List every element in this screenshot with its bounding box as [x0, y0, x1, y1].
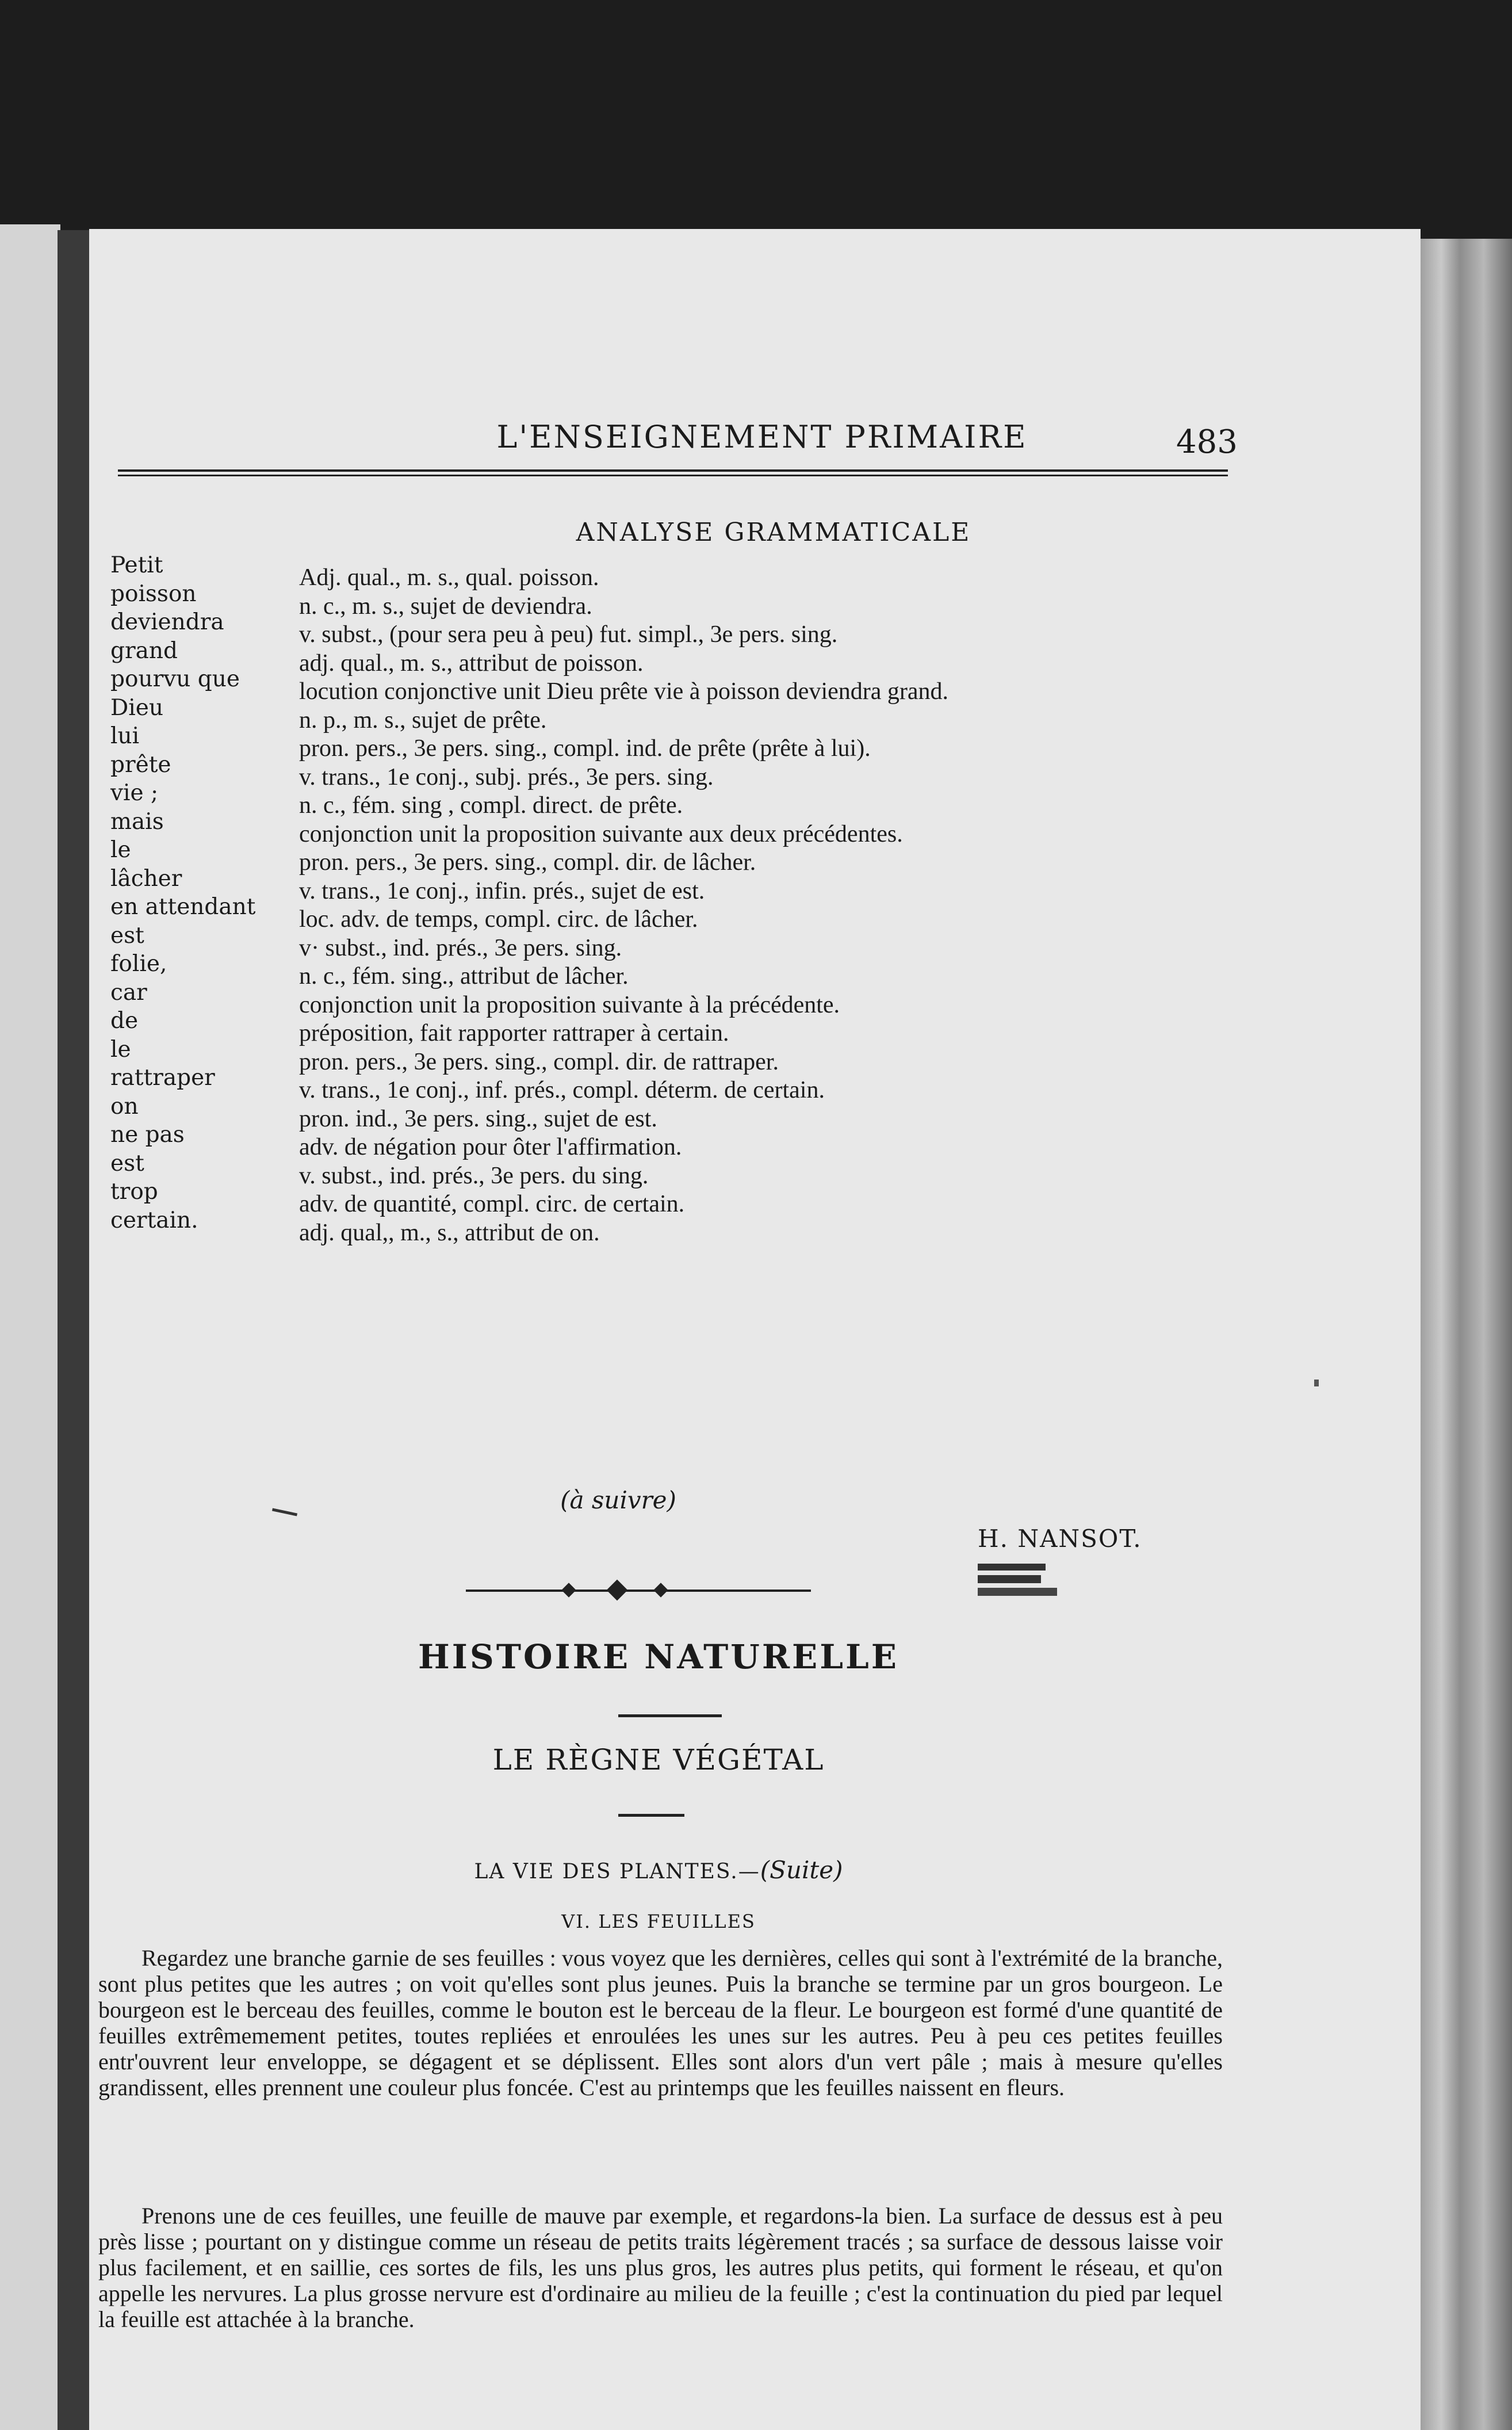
header-double-rule	[118, 469, 1228, 476]
analysis-word: poisson	[110, 580, 197, 607]
analysis-word: deviendra	[110, 609, 224, 635]
analysis-word: car	[110, 979, 147, 1006]
analysis-description: adv. de quantité, compl. circ. de certain.	[299, 1191, 685, 1217]
analysis-description: adv. de négation pour ôter l'affirmation.	[299, 1134, 682, 1160]
analysis-description: adj. qual,, m., s., attribut de on.	[299, 1219, 600, 1246]
stray-mark	[272, 1508, 297, 1516]
analysis-word: rattraper	[110, 1065, 215, 1091]
analysis-description: n. c., fém. sing., attribut de lâcher.	[299, 963, 629, 989]
analysis-description: Adj. qual., m. s., qual. poisson.	[299, 564, 599, 591]
analysis-word: mais	[110, 808, 164, 835]
main-heading: HISTOIRE NATURELLE	[418, 1637, 899, 1676]
analysis-description: v. subst., ind. prés., 3e pers. du sing.	[299, 1162, 649, 1189]
chapter-title	[371, 1856, 946, 1884]
analysis-word: pourvu que	[110, 666, 240, 692]
analysis-word: grand	[110, 637, 178, 664]
analysis-word: le	[110, 1036, 131, 1063]
analysis-description: conjonction unit la proposition suivante aux deux précédentes.	[299, 820, 903, 847]
subheading-rule	[618, 1814, 684, 1817]
analysis-word: ne pas	[110, 1122, 185, 1148]
analysis-word: en attendant	[110, 894, 256, 920]
analysis-description: conjonction unit la proposition suivante à la précédente.	[299, 991, 840, 1018]
analysis-description: n. p., m. s., sujet de prête.	[299, 706, 547, 733]
chapter-suffix: (Suite)	[760, 1856, 843, 1884]
analysis-description-column	[299, 564, 1248, 1247]
chapter-label: LA VIE DES PLANTES.—	[474, 1860, 760, 1883]
analysis-description: v. trans., 1e conj., infin. prés., sujet de est.	[299, 877, 705, 904]
page-stack-edge	[1418, 239, 1512, 2430]
analysis-description: loc. adv. de temps, compl. circ. de lâcher.	[299, 906, 698, 933]
sub-heading: LE RÈGNE VÉGÉTAL	[492, 1743, 825, 1776]
analysis-description: pron. ind., 3e pers. sing., sujet de est.	[299, 1105, 657, 1132]
book-page	[89, 229, 1421, 2430]
stray-dot	[1314, 1380, 1319, 1386]
analysis-word: est	[110, 922, 144, 949]
running-head: L'ENSEIGNEMENT PRIMAIRE	[496, 419, 1028, 455]
author-signature: H. NANSOT.	[978, 1525, 1142, 1553]
analysis-description: v. subst., (pour sera peu à peu) fut. simpl., 3e pers. sing.	[299, 621, 838, 648]
analysis-word-column	[110, 551, 300, 1235]
analysis-description: v. trans., 1e conj., inf. prés., compl. déterm. de certain.	[299, 1077, 825, 1103]
analysis-description: préposition, fait rapporter rattraper à certain.	[299, 1020, 729, 1046]
subsection-title: VI. LES FEUILLES	[561, 1911, 756, 1932]
analysis-description: pron. pers., 3e pers. sing., compl. ind. de prête (prête à lui).	[299, 735, 871, 762]
analysis-word: prête	[110, 751, 171, 778]
analysis-description: pron. pers., 3e pers. sing., compl. dir. de lâcher.	[299, 849, 756, 876]
analysis-description: n. c., fém. sing , compl. direct. de prête.	[299, 792, 683, 819]
heading-rule	[618, 1714, 722, 1717]
analysis-word: certain.	[110, 1207, 198, 1233]
analysis-description: locution conjonctive unit Dieu prête vie à poisson deviendra grand.	[299, 678, 949, 705]
section-ornament	[466, 1582, 811, 1599]
analysis-word: lâcher	[110, 865, 182, 892]
to-be-continued: (à suivre)	[560, 1486, 676, 1514]
analysis-description: n. c., m. s., sujet de deviendra.	[299, 593, 592, 620]
book-spine	[58, 230, 89, 2430]
analysis-word: trop	[110, 1179, 158, 1205]
analysis-word: on	[110, 1093, 139, 1120]
analysis-word: Dieu	[110, 694, 163, 721]
analysis-word: de	[110, 1008, 139, 1034]
analysis-word: vie ;	[110, 780, 159, 806]
previous-page-edge	[0, 224, 60, 2430]
analysis-word: Petit	[110, 552, 163, 578]
paragraph: Regardez une branche garnie de ses feuilles : vous voyez que les dernières, celles qui sont à l'extrémité de la branche, sont plus petites que les autres ; on voit qu'elles sont plus jeunes. Puis la branche se termine par un gros bourgeon. Le bourgeon est le berceau des feuilles, comme le bouton est le berceau de la fleur. Le bourgeon est formé d'une quantité de feuilles extrêmemement petites, toutes repliées et enroulées les unes sur les autres. Peu à peu ces petites feuilles entr'ouvrent leur enveloppe, se dégagent et se déplissent. Elles sont alors d'un vert pâle ; mais à mesure qu'elles grandissent, elles prennent une couleur plus foncée. C'est au printemps que les feuilles naissent en fleurs.	[98, 1945, 1223, 2100]
analysis-word: le	[110, 837, 131, 863]
analysis-word: est	[110, 1150, 144, 1176]
page-number: 483	[1176, 423, 1238, 461]
analysis-description: pron. pers., 3e pers. sing., compl. dir. de rattraper.	[299, 1048, 779, 1075]
analysis-word: lui	[110, 723, 140, 749]
analysis-description: adj. qual., m. s., attribut de poisson.	[299, 649, 644, 677]
analysis-description: v· subst., ind. prés., 3e pers. sing.	[299, 934, 622, 961]
analysis-title: ANALYSE GRAMMATICALE	[576, 518, 971, 547]
library-stamp	[978, 1564, 1058, 1598]
analysis-word: folie,	[110, 951, 167, 977]
analysis-description: v. trans., 1e conj., subj. prés., 3e pers. sing.	[299, 763, 714, 790]
paragraph: Prenons une de ces feuilles, une feuille de mauve par exemple, et regardons-la bien. La surface de dessus est à peu près lisse ; pourtant on y distingue comme un réseau de petits traits légèrement tracés ; sa surface de dessous laisse voir plus facilement, et en saillie, ces sortes de fils, les uns plus gros, les autres plus petits, qui forment le réseau, et qu'on appelle les nervures. La plus grosse nervure est d'ordinaire au milieu de la feuille ; c'est la continuation du pied par lequel la feuille est attachée à la branche.	[98, 2203, 1223, 2332]
